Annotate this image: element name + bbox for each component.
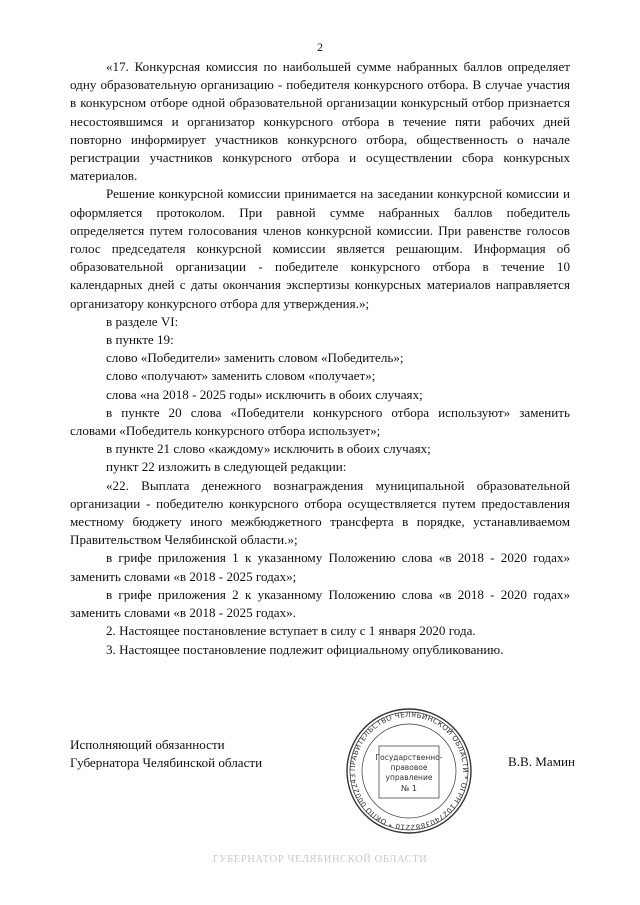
paragraph-appendix-1: в грифе приложения 1 к указанному Положению слова «в 2018 - 2020 годах» заменить словами «в 2018 - 2025 годах»; — [70, 550, 570, 584]
paragraph-decision: Решение конкурсной комиссии принимается на заседании конкурсной комиссии и оформляется протоколом. При равной сумме набранных баллов победитель определяется путем голосования членов конкурсной комиссии. При равенстве голосов голос председателя конкурсной комиссии является решающим. Информация об образовательной организации - победителе конкурсного отбора в течение 10 календарных дней с даты окончания экспертизы конкурсных материалов направляется организатору конкурсного отбора для утверждения.»; — [70, 186, 570, 311]
stamp-inner-line3: управление — [385, 773, 433, 782]
stamp-inner-line1: Государственно- — [375, 753, 443, 762]
paragraph-point-21: в пункте 21 слово «каждому» исключить в обоих случаях; — [106, 441, 431, 457]
stamp-outer-text: ПРАВИТЕЛЬСТВО ЧЕЛЯБИНСКОЙ ОБЛАСТИ * ОГРН 1027403882210 * ОКПО 0002243 — [347, 709, 471, 833]
paragraph-point-20: в пункте 20 слова «Победители конкурсного отбора используют» заменить словами «Победитель конкурсного отбора использует»; — [70, 404, 570, 439]
paragraph-section-vi: в разделе VI: — [106, 313, 179, 329]
signatory-name: В.В. Мамин — [508, 754, 576, 769]
paragraph-replace-receive: слово «получают» заменить словом «получает»; — [106, 368, 376, 384]
document-body — [70, 58, 570, 659]
paragraph-point-22-intro: пункт 22 изложить в следующей редакции: — [106, 459, 347, 475]
paragraph-replace-winners: слово «Победители» заменить словом «Победитель»; — [106, 350, 404, 366]
paragraph-17: «17. Конкурсная комиссия по наибольшей сумме набранных баллов определяет одну образовательную организацию - победителя конкурсного отбора. В случае участия в конкурсном отборе одной образовательной организации конкурсный отбор признается несостоявшимся и организатор конкурсного отбора в течение пяти рабочих дней повторно информирует участников конкурсного отбора, общественность о начале регистрации участников конкурсного отбора и осуществлении сбора конкурсных материалов. — [70, 59, 570, 184]
paragraph-appendix-2: в грифе приложения 2 к указанному Положению слова «в 2018 - 2020 годах» заменить словами «в 2018 - 2025 годах». — [70, 586, 570, 621]
signatory-position-line2: Губернатора Челябинской области — [70, 755, 263, 771]
paragraph-publication: 3. Настоящее постановление подлежит официальному опубликованию. — [106, 641, 504, 657]
stamp-inner-line2: правовое — [390, 763, 428, 772]
paragraph-point-19: в пункте 19: — [106, 332, 174, 348]
official-stamp — [344, 706, 474, 836]
stamp-inner-line4: № 1 — [401, 784, 417, 793]
paragraph-point-22: «22. Выплата денежного вознаграждения муниципальной образовательной организации - победителю конкурсного отбора осуществляется путем предоставления местному бюджету иного межбюджетного трансферта в порядке, устанавливаемом Правительством Челябинской области.»; — [70, 477, 570, 548]
paragraph-effective-date: 2. Настоящее постановление вступает в силу с 1 января 2020 года. — [106, 623, 476, 639]
paragraph-exclude-years: слова «на 2018 - 2025 годы» исключить в обоих случаях; — [106, 386, 423, 402]
watermark-text: ГУБЕРНАТОР ЧЕЛЯБИНСКОЙ ОБЛАСТИ — [212, 854, 428, 865]
page-number: 2 — [317, 40, 323, 54]
signatory-position — [70, 736, 262, 772]
signatory-position-line1: Исполняющий обязанности — [70, 737, 225, 752]
